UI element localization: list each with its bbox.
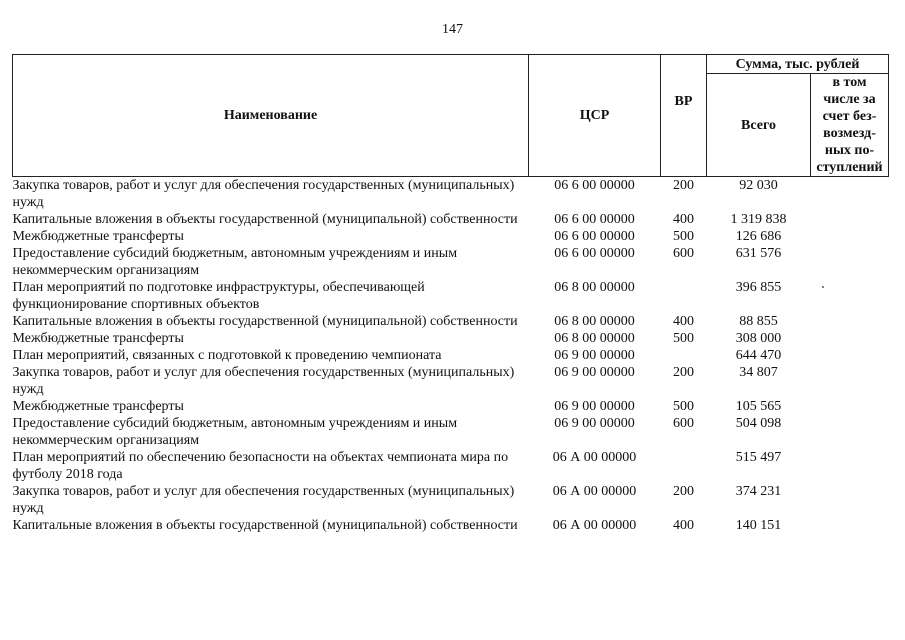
cell-name: Капитальные вложения в объекты государственной (муниципальной) собственности xyxy=(12,314,518,329)
header-vr: ВР xyxy=(661,55,707,177)
cell-gratuitous xyxy=(811,313,889,330)
cell-gratuitous xyxy=(811,177,889,212)
page-number: 147 xyxy=(442,22,463,37)
cell-total: 374 231 xyxy=(735,484,782,499)
cell-name: Капитальные вложения в объекты государственной (муниципальной) собственности xyxy=(12,212,518,227)
cell-gratuitous xyxy=(811,517,889,534)
cell-name: Закупка товаров, работ и услуг для обеспечения государственных (муниципальных) нужд xyxy=(12,484,515,516)
cell-name: Закупка товаров, работ и услуг для обеспечения государственных (муниципальных) нужд xyxy=(12,365,515,397)
cell-csr: 06 А 00 00000 xyxy=(552,484,637,499)
cell-vr: 200 xyxy=(673,365,694,380)
cell-vr: 200 xyxy=(673,484,694,499)
cell-gratuitous xyxy=(811,330,889,347)
cell-total: 88 855 xyxy=(739,314,778,329)
cell-gratuitous xyxy=(811,228,889,245)
cell-vr: 400 xyxy=(673,314,694,329)
cell-csr: 06 9 00 00000 xyxy=(554,348,635,363)
cell-name: Закупка товаров, работ и услуг для обеспечения государственных (муниципальных) нужд xyxy=(12,178,515,210)
cell-name: План мероприятий по подготовке инфраструктуры, обеспечивающей функционирование спортивных объектов xyxy=(12,280,425,312)
budget-table xyxy=(12,54,889,534)
cell-vr xyxy=(661,279,707,313)
cell-vr: 500 xyxy=(673,331,694,346)
cell-gratuitous xyxy=(811,245,889,279)
cell-total: 1 319 838 xyxy=(730,212,787,227)
table-row xyxy=(13,330,889,347)
cell-total: 308 000 xyxy=(735,331,782,346)
cell-csr: 06 6 00 00000 xyxy=(554,246,635,261)
table-row xyxy=(13,449,889,483)
cell-gratuitous xyxy=(811,347,889,364)
header-name: Наименование xyxy=(13,55,529,177)
table-row xyxy=(13,211,889,228)
cell-gratuitous xyxy=(811,211,889,228)
table-row xyxy=(13,364,889,398)
cell-vr: 200 xyxy=(673,178,694,193)
cell-total: 515 497 xyxy=(735,450,782,465)
cell-csr: 06 6 00 00000 xyxy=(554,229,635,244)
cell-csr: 06 8 00 00000 xyxy=(554,331,635,346)
cell-name: План мероприятий по обеспечению безопасности на объектах чемпионата мира по футболу 2018 года xyxy=(12,450,509,482)
table-row xyxy=(13,228,889,245)
cell-gratuitous xyxy=(811,364,889,398)
table-row xyxy=(13,279,889,313)
cell-vr: 400 xyxy=(673,212,694,227)
cell-total: 34 807 xyxy=(739,365,778,380)
cell-csr: 06 9 00 00000 xyxy=(554,399,635,414)
cell-csr: 06 8 00 00000 xyxy=(554,314,635,329)
cell-csr: 06 6 00 00000 xyxy=(554,178,635,193)
cell-name: Предоставление субсидий бюджетным, автономным учреждениям и иным некоммерческим организациям xyxy=(12,246,458,278)
cell-name: Капитальные вложения в объекты государственной (муниципальной) собственности xyxy=(12,518,518,533)
scan-speck xyxy=(822,286,824,288)
cell-total: 631 576 xyxy=(735,246,782,261)
cell-csr: 06 А 00 00000 xyxy=(552,450,637,465)
cell-vr: 400 xyxy=(673,518,694,533)
cell-gratuitous xyxy=(811,449,889,483)
cell-csr: 06 А 00 00000 xyxy=(552,518,637,533)
cell-vr: 600 xyxy=(673,246,694,261)
table-row xyxy=(13,398,889,415)
table-row xyxy=(13,177,889,212)
cell-total: 644 470 xyxy=(735,348,782,363)
table-row xyxy=(13,483,889,517)
header-gratuitous: в том числе за счет без-возмезд-ных по-ступлений xyxy=(811,74,889,177)
cell-gratuitous xyxy=(811,398,889,415)
cell-name: Межбюджетные трансферты xyxy=(12,399,184,414)
header-csr: ЦСР xyxy=(529,55,661,177)
cell-vr xyxy=(661,347,707,364)
cell-name: Межбюджетные трансферты xyxy=(12,331,184,346)
cell-csr: 06 9 00 00000 xyxy=(554,416,635,431)
cell-gratuitous xyxy=(811,415,889,449)
cell-name: Межбюджетные трансферты xyxy=(12,229,184,244)
table-row xyxy=(13,347,889,364)
cell-name: Предоставление субсидий бюджетным, автономным учреждениям и иным некоммерческим организациям xyxy=(12,416,458,448)
table-header xyxy=(13,55,889,177)
cell-total: 92 030 xyxy=(739,178,778,193)
cell-gratuitous xyxy=(811,483,889,517)
table-row xyxy=(13,517,889,534)
cell-total: 126 686 xyxy=(735,229,782,244)
table-row xyxy=(13,313,889,330)
cell-name: План мероприятий, связанных с подготовкой к проведению чемпионата xyxy=(12,348,442,363)
cell-csr: 06 8 00 00000 xyxy=(554,280,635,295)
header-row-top xyxy=(13,55,889,74)
header-total: Всего xyxy=(707,74,811,177)
table-row xyxy=(13,245,889,279)
cell-csr: 06 9 00 00000 xyxy=(554,365,635,380)
table-body xyxy=(13,177,889,535)
cell-gratuitous xyxy=(811,279,889,313)
cell-total: 105 565 xyxy=(735,399,782,414)
cell-vr: 500 xyxy=(673,229,694,244)
cell-total: 504 098 xyxy=(735,416,782,431)
cell-csr: 06 6 00 00000 xyxy=(554,212,635,227)
cell-total: 140 151 xyxy=(735,518,782,533)
cell-vr xyxy=(661,449,707,483)
cell-total: 396 855 xyxy=(735,280,782,295)
table-row xyxy=(13,415,889,449)
header-amount-group: Сумма, тыс. рублей xyxy=(707,55,889,74)
cell-vr: 600 xyxy=(673,416,694,431)
cell-vr: 500 xyxy=(673,399,694,414)
